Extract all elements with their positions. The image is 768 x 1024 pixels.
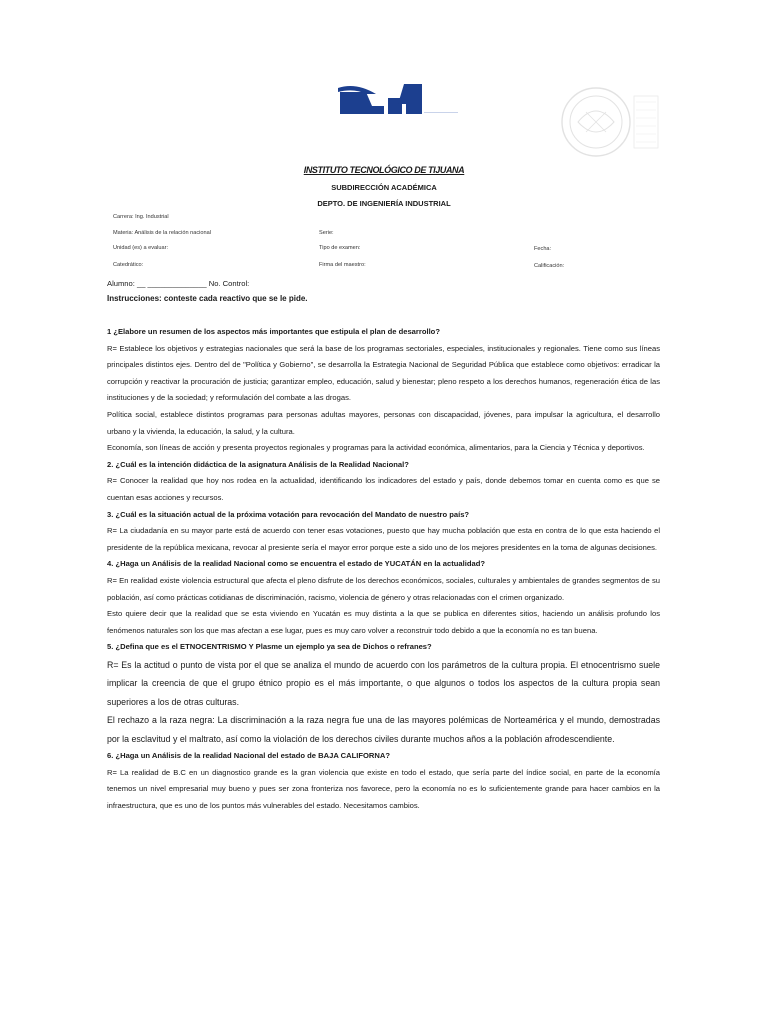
field-materia: Materia: Análisis de la relación nacional <box>113 230 211 236</box>
student-line: Alumno: __ ______________ No. Control: <box>107 279 250 288</box>
answer-paragraph: Política social, establece distintos programas para personas adultas mayores, personas con discapacidad, jóvenes, para impulsar la agricultura, el desarrollo urbano y la vivienda, la educación, la salud, y la cultura. <box>107 409 660 436</box>
answer-paragraph: R= La realidad de B.C en un diagnostico grande es la gran violencia que existe en todo el estado, que sería parte del índice social, en parte de la economía tenemos un nivel empresarial muy bueno y pues ser zona fronteriza nos favorece, pero la economía no es lo suficientemente grande para hacer cambios en la infraestructura, que es uno de los puntos más vulnerables del estado. Necesitamos cambios. <box>107 767 660 810</box>
department-title: DEPTO. DE INGENIERÍA INDUSTRIAL <box>317 199 451 208</box>
field-serie: Serie: <box>319 230 334 236</box>
seal-watermark <box>556 82 664 162</box>
question: 1 ¿Elabore un resumen de los aspectos más importantes que estipula el plan de desarrollo? <box>107 327 440 336</box>
answer-paragraph: R= Conocer la realidad que hoy nos rodea en la actualidad, identificando los indicadores del estado y país, donde debemos tomar en cuenta como es que se cuentan esas acciones y recursos. <box>107 476 660 502</box>
question: 5. ¿Defina que es el ETNOCENTRISMO Y Plasme un ejemplo ya sea de Dichos o refranes? <box>107 642 432 652</box>
answer-paragraph: El rechazo a la raza negra: La discriminación a la raza negra fue una de las mayores polémicas de Norteamérica y el mundo, demostradas por la esclavitud y el maltrato, así como la violación de los derechos civiles durante muchos años a la población afrodescendiente. <box>107 715 660 744</box>
answer-paragraph: R= Es la actitud o punto de vista por el que se analiza el mundo de acuerdo con los parámetros de la cultura propia. El etnocentrismo suele implicar la creencia de que el grupo étnico propio es el más importante, o que algunos o todos los aspectos de la cultura propia sean superiores a los de otras culturas. <box>107 659 660 707</box>
answer-paragraph: R= En realidad existe violencia estructural que afecta el pleno disfrute de los derechos económicos, sociales, culturales y ambientales de grandes segmentos de su población, así como prácticas cotidianas de discriminación, racismo, violencia de género y otras relacionadas con el crimen organizado. <box>107 575 660 602</box>
field-unidad: Unidad (es) a evaluar: <box>113 245 169 251</box>
institution-title: INSTITUTO TECNOLÓGICO DE TIJUANA <box>303 165 465 175</box>
field-calificacion: Calificación: <box>534 263 565 269</box>
question: 4. ¿Haga un Análisis de la realidad Nacional como se encuentra el estado de YUCATÁN en la actualidad? <box>107 559 485 569</box>
question: 3. ¿Cuál es la situación actual de la próxima votación para revocación del Mandato de nuestro país? <box>107 509 470 519</box>
answer-paragraph: R= La ciudadanía en su mayor parte está de acuerdo con tener esas votaciones, puesto que hay mucha población que esta en contra de lo que esta haciendo el presidente de la república mexicana, revocar al presiente sería el mayor error porque este a sido uno de los mejores presidentes en la toma de algunas decisiones. <box>107 526 660 552</box>
institution-logo <box>336 84 460 114</box>
question: 2. ¿Cuál es la intención didáctica de la asignatura Análisis de la Realidad Nacional? <box>107 459 409 469</box>
field-catedratico: Catedrático: <box>113 262 144 268</box>
field-fecha: Fecha: <box>534 246 552 252</box>
exam-content <box>107 324 660 814</box>
answer-paragraph: Economía, son líneas de acción y presenta proyectos regionales y programas para la actividad económica, alimentarios, para la Ciencia y Técnica y deportivos. <box>107 443 645 453</box>
answer-paragraph: Esto quiere decir que la realidad que se esta viviendo en Yucatán es muy distinta a la que se publica en diferentes sitios, haciendo un análisis profundo los fenómenos naturales son los que mas afectan a ese lugar, pues es muy caro volver a reconstruir todo debido a que la economía no es tan buena. <box>107 609 660 635</box>
subdirection-title: SUBDIRECCIÓN ACADÉMICA <box>331 183 437 192</box>
question: 6. ¿Haga un Análisis de la realidad Nacional del estado de BAJA CALIFORNA? <box>107 750 390 760</box>
field-carrera: Carrera: Ing. Industrial <box>113 214 169 220</box>
answer-paragraph: R= Establece los objetivos y estrategias nacionales que será la base de los programas sectoriales, especiales, institucionales y regionales. Tiene como sus líneas principales distintos ejes. Dentro del de "Política y Gobierno", se desarrolla la Estrategia Nacional de Seguridad Pública que establece como objetivos: erradicar la corrupción y reactivar la procuración de justicia; garantizar empleo, educación, salud y bienestar; pleno respeto a los derechos humanos, regeneración ética de las instituciones y de la sociedad; y reformulación del combate a las drogas. <box>107 343 660 403</box>
instructions: Instrucciones: conteste cada reactivo que se le pide. <box>107 294 308 303</box>
field-firma: Firma del maestro: <box>319 262 366 268</box>
field-tipo-examen: Tipo de examen: <box>319 245 361 251</box>
